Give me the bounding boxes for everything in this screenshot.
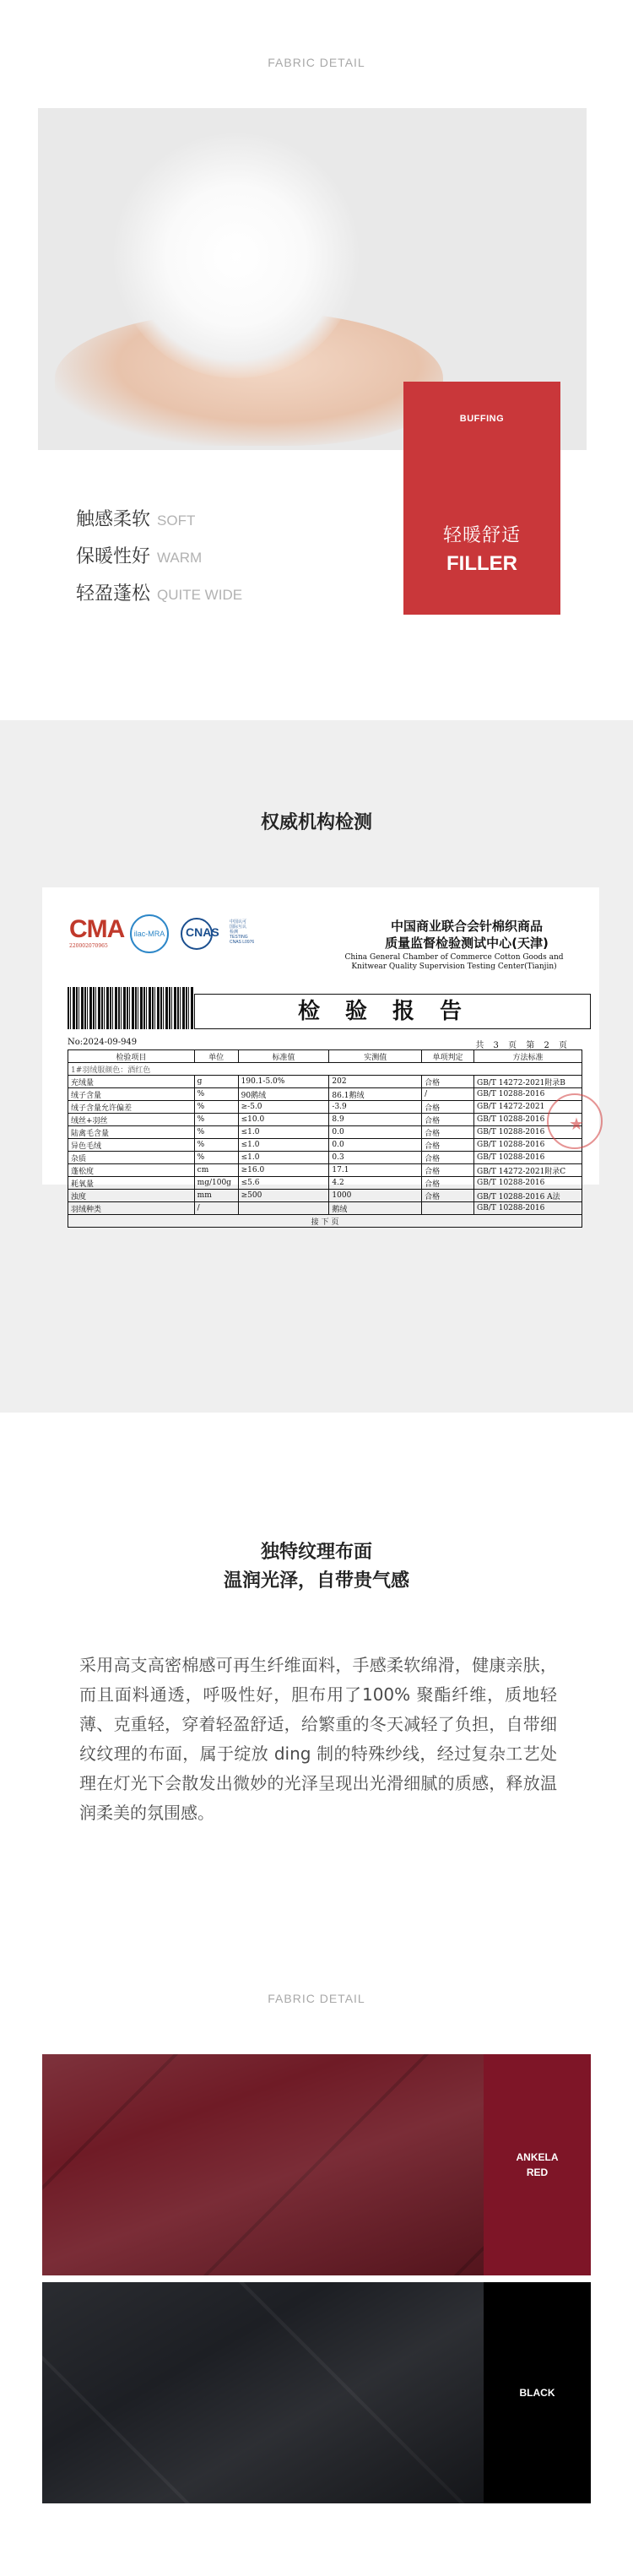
swatch-label-black: BLACK [484, 2282, 591, 2503]
table-cell: 杂质 [68, 1152, 195, 1164]
table-cell: ≤10.0 [238, 1114, 329, 1126]
table-row [68, 1177, 582, 1190]
table-row [68, 1202, 582, 1215]
feature-en: WARM [157, 550, 203, 566]
org-name-cn-2: 质量监督检验测试中心(天津) [385, 935, 549, 951]
feature-cn: 保暖性好 [76, 546, 151, 567]
table-cell: % [194, 1126, 238, 1139]
table-cell: / [194, 1202, 238, 1215]
table-cell: GB/T 10288-2016 A法 [474, 1190, 582, 1202]
table-cell: 绒子含量 [68, 1088, 195, 1101]
table-header: 实测值 [329, 1050, 422, 1063]
badge-cn-title: 轻暖舒适 [442, 525, 521, 546]
feature-warm [76, 542, 202, 568]
table-cell: 合格 [422, 1114, 474, 1126]
section-subheading: 温润光泽，自带贵气感 [223, 1570, 409, 1592]
table-cell: ≤1.0 [238, 1152, 329, 1164]
table-cell: % [194, 1152, 238, 1164]
table-cell: 浊度 [68, 1190, 195, 1202]
table-cell: 充绒量 [68, 1076, 195, 1088]
down-cluster-image [114, 133, 359, 378]
table-note: 1#羽绒服颜色：酒红色 [68, 1063, 582, 1076]
table-cell: mm [194, 1190, 238, 1202]
certification-section [0, 720, 633, 1413]
table-row [68, 1126, 582, 1139]
table-cell: -3.9 [329, 1101, 422, 1114]
table-cell: 合格 [422, 1164, 474, 1177]
swatch-label-red: ANKELA RED [484, 2054, 591, 2275]
official-stamp [547, 1093, 603, 1149]
feature-fluffy [76, 579, 242, 605]
fabric-description: 采用高支高密棉感可再生纤维面料，手感柔软绵滑，健康亲肤，而且面料通透，呼吸性好，胆布用了100% 聚酯纤维，质地轻薄、克重轻，穿着轻盈舒适，给繁重的冬天减轻了负担，自带细纹纹理的布面，属于绽放 ding 制的特殊纱线，经过复杂工艺处理在灯光下会散发出微妙的光泽呈现出光滑细腻的质感，释放温润柔美的氛围感。 [79, 1655, 557, 1823]
table-header-row [68, 1050, 582, 1063]
table-cell: GB/T 10288-2016 [474, 1114, 582, 1126]
table-cell: 17.1 [329, 1164, 422, 1177]
table-header: 标准值 [238, 1050, 329, 1063]
table-cell: 耗氧量 [68, 1177, 195, 1190]
badge-en-title: FILLER [446, 552, 517, 575]
star-icon: ★ [569, 1114, 584, 1134]
table-note-row [68, 1063, 582, 1076]
table-cell: % [194, 1088, 238, 1101]
cma-logo [69, 915, 125, 950]
table-cell: g [194, 1076, 238, 1088]
table-cell: 合格 [422, 1139, 474, 1152]
section-caption: FABRIC DETAIL [268, 1992, 365, 2005]
table-cell: 蓬松度 [68, 1164, 195, 1177]
table-cell: mg/100g [194, 1177, 238, 1190]
table-cell: GB/T 14272-2021附录C [474, 1164, 582, 1177]
feature-cn: 触感柔软 [76, 509, 151, 530]
filler-section [0, 0, 633, 720]
table-cell: % [194, 1139, 238, 1152]
table-cell: ≤5.6 [238, 1177, 329, 1190]
report-page-info: 共 3 页 第 2 页 [475, 1041, 571, 1050]
feature-soft [76, 505, 195, 531]
cnas-logo [181, 916, 265, 952]
table-cell: 0.3 [329, 1152, 422, 1164]
table-row [68, 1190, 582, 1202]
table-cell: 202 [329, 1076, 422, 1088]
section-caption: FABRIC DETAIL [268, 56, 365, 69]
table-cell: % [194, 1101, 238, 1114]
table-cell: ≤1.0 [238, 1139, 329, 1152]
cnas-subtext: 中国认可 国际互认 检测 TESTING CNAS L0976 [230, 919, 255, 945]
table-cell: 190.1-5.0% [238, 1076, 329, 1088]
fabric-image-black [42, 2282, 484, 2503]
section-title: 权威机构检测 [260, 812, 372, 833]
table-cell: 合格 [422, 1177, 474, 1190]
report-title: 检验报告 [194, 994, 591, 1029]
feature-en: SOFT [157, 512, 196, 529]
table-cell [422, 1202, 474, 1215]
table-cell: cm [194, 1164, 238, 1177]
barcode-image [68, 987, 194, 1029]
ilac-logo: ilac-MRA [130, 914, 169, 953]
table-cell: 合格 [422, 1076, 474, 1088]
report-number: No:2024-09-949 [68, 1038, 138, 1047]
table-cell: 0.0 [329, 1139, 422, 1152]
table-cell: 合格 [422, 1190, 474, 1202]
table-cell: 羽绒种类 [68, 1202, 195, 1215]
table-cell: ≥500 [238, 1190, 329, 1202]
table-cell: 合格 [422, 1126, 474, 1139]
report-table [68, 1049, 582, 1228]
table-cell: 绒丝+羽丝 [68, 1114, 195, 1126]
swatch-black [42, 2282, 591, 2503]
table-header: 单项判定 [422, 1050, 474, 1063]
table-cell: GB/T 10288-2016 [474, 1139, 582, 1152]
table-cell: GB/T 14272-2021 [474, 1101, 582, 1114]
table-cell: GB/T 10288-2016 [474, 1088, 582, 1101]
table-row [68, 1164, 582, 1177]
test-report-document [42, 887, 599, 1227]
table-header: 检验项目 [68, 1050, 195, 1063]
table-cell: 鹅绒 [329, 1202, 422, 1215]
table-row [68, 1114, 582, 1126]
table-header: 单位 [194, 1050, 238, 1063]
table-cell: 86.1鹅绒 [329, 1088, 422, 1101]
table-cell: % [194, 1114, 238, 1126]
table-row [68, 1076, 582, 1088]
swatch-red [42, 2054, 591, 2275]
cnas-logo-text: CNAS [186, 925, 219, 939]
org-name-en: China General Chamber of Commerce Cotton Goods and [344, 953, 564, 962]
table-cell: 合格 [422, 1101, 474, 1114]
filler-badge [403, 382, 560, 615]
org-name-en-2: Knitwear Quality Supervision Testing Center(Tianjin) [351, 963, 557, 971]
table-cell: ≥16.0 [238, 1164, 329, 1177]
feature-en: QUITE WIDE [157, 587, 243, 603]
table-cell: GB/T 10288-2016 [474, 1126, 582, 1139]
table-cell: ≥-5.0 [238, 1101, 329, 1114]
table-cell: 8.9 [329, 1114, 422, 1126]
table-cell: 绒子含量允许偏差 [68, 1101, 195, 1114]
table-cell: 0.0 [329, 1126, 422, 1139]
cma-logo-text: CMA [69, 915, 125, 943]
cma-logo-number: 220002070965 [69, 943, 108, 949]
fabric-texture-section [0, 1413, 633, 2576]
table-footer: 接 下 页 [68, 1215, 582, 1228]
table-cell: 陆禽毛含量 [68, 1126, 195, 1139]
fabric-image-red [42, 2054, 484, 2275]
table-cell: GB/T 10288-2016 [474, 1152, 582, 1164]
section-heading: 独特纹理布面 [260, 1542, 372, 1563]
feature-cn: 轻盈蓬松 [76, 583, 151, 605]
org-name-cn: 中国商业联合会针棉织商品 [390, 919, 543, 934]
table-header: 方法标准 [474, 1050, 582, 1063]
table-cell [238, 1202, 329, 1215]
table-row [68, 1088, 582, 1101]
table-row [68, 1101, 582, 1114]
table-cell: / [422, 1088, 474, 1101]
table-footer-row [68, 1215, 582, 1228]
table-cell: GB/T 14272-2021附录B [474, 1076, 582, 1088]
table-cell: GB/T 10288-2016 [474, 1202, 582, 1215]
table-cell: 1000 [329, 1190, 422, 1202]
table-row [68, 1152, 582, 1164]
table-cell: GB/T 10288-2016 [474, 1177, 582, 1190]
badge-small-label: BUFFING [459, 414, 505, 424]
table-cell: 4.2 [329, 1177, 422, 1190]
table-cell: 合格 [422, 1152, 474, 1164]
table-cell: 异色毛绒 [68, 1139, 195, 1152]
table-row [68, 1139, 582, 1152]
table-cell: ≤1.0 [238, 1126, 329, 1139]
table-cell: 90鹅绒 [238, 1088, 329, 1101]
